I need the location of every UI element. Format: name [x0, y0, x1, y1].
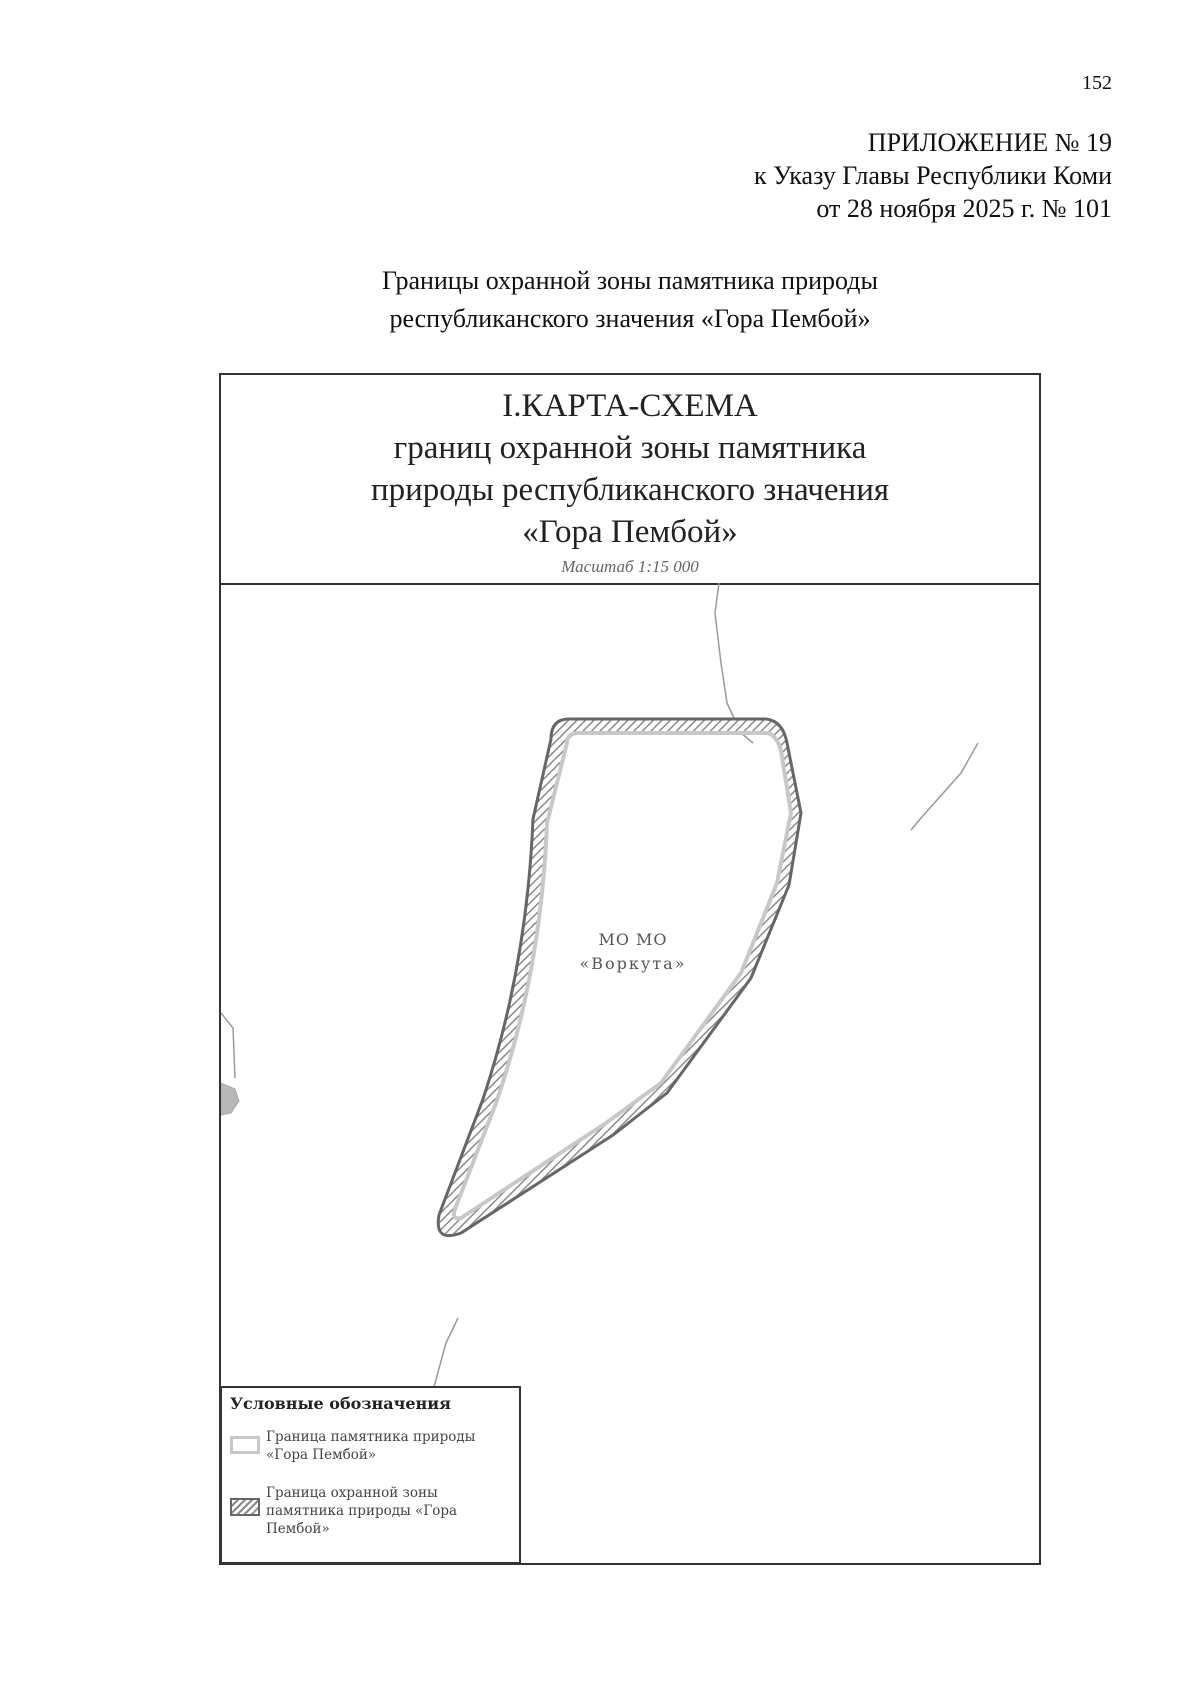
appendix-header: [754, 126, 1112, 225]
background-line: [911, 743, 978, 830]
document-title-line1: Границы охранной зоны памятника природы: [382, 266, 878, 295]
legend-item-protection-zone-label: Граница охранной зоны памятника природы «Гора Пембой»: [266, 1485, 458, 1537]
map-heading-line1: I.КАРТА-СХЕМА: [502, 388, 758, 424]
legend-item-monument-boundary-label: Граница памятника природы «Гора Пембой»: [266, 1429, 476, 1463]
map-heading: [221, 385, 1039, 553]
background-line: [221, 1013, 235, 1078]
map-header: [221, 375, 1039, 585]
appendix-decree-date: от 28 ноября 2025 г. № 101: [816, 194, 1112, 223]
legend-item-monument-boundary: [230, 1428, 486, 1464]
map-heading-line2: границ охранной зоны памятника: [393, 430, 867, 466]
monument-boundary-swatch: [230, 1436, 260, 1454]
appendix-number: ПРИЛОЖЕНИЕ № 19: [867, 128, 1112, 157]
page-number: 152: [1082, 72, 1112, 94]
protection-zone-swatch: [230, 1498, 260, 1516]
appendix-decree-ref: к Указу Главы Республики Коми: [754, 161, 1112, 190]
map-scale: Масштаб 1:15 000: [561, 557, 699, 576]
protection-zone-area: [438, 719, 801, 1236]
document-title-line2: республиканского значения «Гора Пембой»: [389, 304, 871, 333]
map-heading-line4: «Гора Пембой»: [522, 514, 738, 550]
background-polygon: [221, 1083, 239, 1115]
map-legend: [220, 1386, 521, 1564]
legend-title: Условные обозначения: [230, 1394, 451, 1413]
map-frame: [219, 373, 1041, 1565]
municipality-label-line1: МО МО: [598, 930, 668, 949]
municipality-label-line2: «Воркута»: [579, 954, 687, 973]
map-heading-line3: природы республиканского значения: [370, 472, 890, 508]
document-title: [0, 262, 1200, 338]
legend-item-protection-zone: [230, 1484, 486, 1538]
